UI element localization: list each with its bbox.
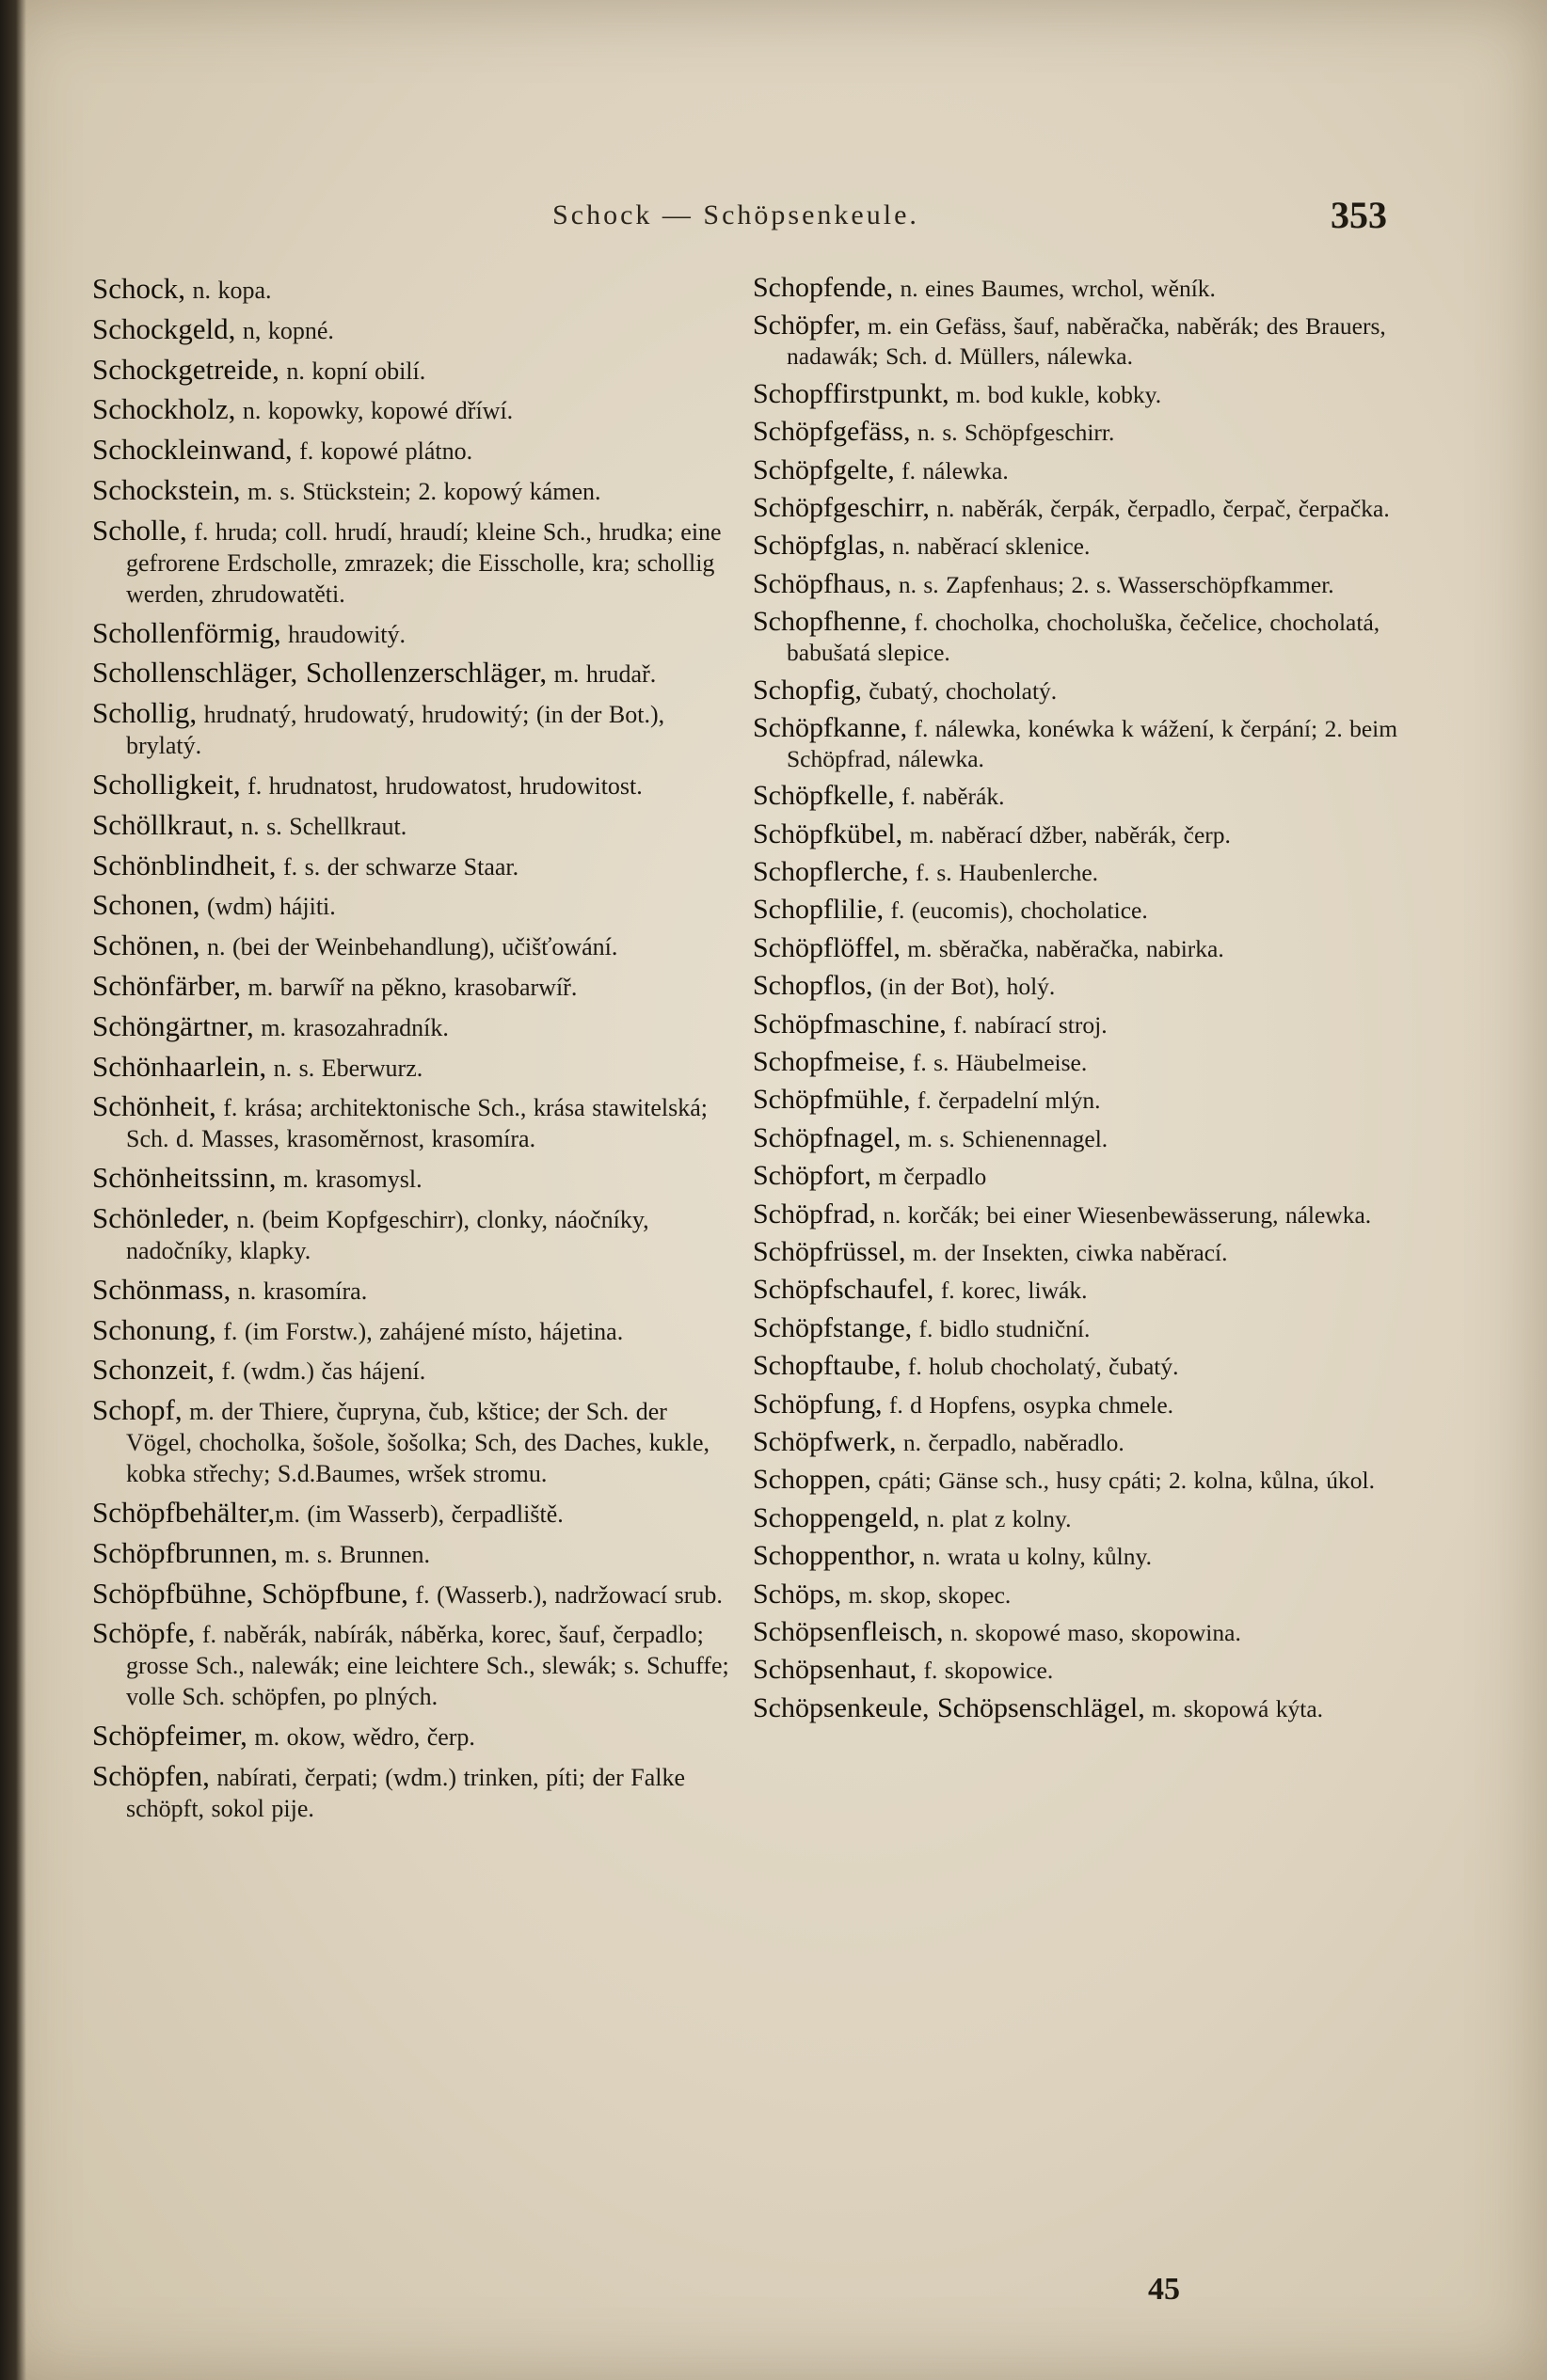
entry-headword: Schöpsenfleisch,: [753, 1615, 944, 1647]
dictionary-entry: [753, 1541, 1402, 1572]
entry-definition: f. s. Häubelmeise.: [905, 1049, 1088, 1077]
entry-definition: m. ein Gefäss, šauf, naběračka, naběrák; des Brauers, nadawák; Sch. d. Müllers, nálewka.: [787, 312, 1386, 371]
dictionary-entry: [92, 393, 732, 426]
entry-definition: m. bod kukle, kobky.: [949, 380, 1162, 408]
entry-definition: n. s. Zapfenhaus; 2. s. Wasserschöpfkammer.: [891, 570, 1334, 598]
entry-definition: n. kopowky, kopowé dříwí.: [235, 397, 514, 425]
entry-definition: f. (eucomis), chocholatice.: [884, 896, 1148, 925]
entry-headword: Schopfig,: [753, 674, 862, 706]
entry-definition: n. kopa.: [185, 277, 272, 304]
entry-definition: n. s. Eberwurz.: [266, 1054, 423, 1082]
dictionary-entry: [753, 1085, 1402, 1116]
dictionary-entry: [753, 569, 1402, 600]
entry-headword: Schöpfgeschirr,: [753, 491, 930, 523]
entry-definition: f. chocholka, chocholuška, čečelice, chocholatá, babušatá slepice.: [787, 609, 1380, 667]
entry-definition: f. d Hopfens, osypka chmele.: [882, 1390, 1174, 1419]
entry-definition: cpáti; Gänse sch., husy cpáti; 2. kolna, kůlna, úkol.: [870, 1467, 1376, 1495]
entry-headword: Schöpfmühle,: [753, 1084, 911, 1116]
dictionary-entry: [92, 1162, 732, 1195]
entry-definition: f. čerpadelní mlýn.: [910, 1087, 1101, 1115]
dictionary-entry: [92, 1720, 732, 1753]
entry-headword: Schöpfkübel,: [753, 817, 903, 849]
entry-definition: hraudowitý.: [280, 620, 407, 648]
entry-definition: f. hruda; coll. hrudí, hraudí; kleine Sch., hrudka; eine gefrorene Erdscholle, zmrazek; die Eisscholle, kra; schollig werden, zhrudowatěti.: [126, 517, 722, 608]
entry-headword: Schöpfgelte,: [753, 453, 895, 485]
entry-definition: f. kopowé plátno.: [292, 437, 473, 466]
entry-definition: m. der Insekten, ciwka naběrací.: [905, 1238, 1228, 1266]
entry-headword: Schöpfkanne,: [753, 711, 908, 743]
entry-definition: f. korec, liwák.: [933, 1277, 1088, 1305]
dictionary-entry: [753, 1351, 1402, 1382]
entry-headword: Schoppengeld,: [753, 1501, 920, 1533]
entry-headword: Schockstein,: [92, 472, 241, 506]
entry-headword: Schopfende,: [753, 272, 894, 303]
entry-headword: Schockgeld,: [92, 311, 236, 345]
dictionary-entry: [753, 819, 1402, 850]
entry-headword: Schoppenthor,: [753, 1540, 916, 1572]
entry-headword: Schöllkraut,: [92, 807, 234, 841]
entry-definition: nabírati, čerpati; (wdm.) trinken, píti; der Falke schöpft, sokol pije.: [126, 1763, 686, 1822]
entry-headword: Schöpfeimer,: [92, 1719, 247, 1753]
entry-headword: Schöpfwerk,: [753, 1425, 897, 1457]
entry-headword: Schopfmeise,: [753, 1046, 906, 1078]
entry-definition: m. s. Brunnen.: [278, 1540, 431, 1568]
entry-headword: Schöpfglas,: [753, 530, 885, 562]
dictionary-entry: [753, 1047, 1402, 1078]
entry-definition: f. naběrák.: [894, 783, 1005, 811]
entry-headword: Schönfärber,: [92, 968, 241, 1002]
dictionary-entry: [92, 1537, 732, 1570]
dictionary-entry: [753, 1427, 1402, 1458]
dictionary-entry: [92, 697, 732, 761]
dictionary-entry: [753, 1655, 1402, 1686]
running-head: Schock — Schöpsenkeule.: [552, 199, 919, 230]
dictionary-entry: [753, 1275, 1402, 1306]
entry-definition: f. bidlo studniční.: [912, 1314, 1091, 1342]
book-binding-edge: [0, 0, 26, 2380]
dictionary-entry: [92, 1202, 732, 1266]
dictionary-entry: [753, 1503, 1402, 1534]
dictionary-entry: [92, 617, 732, 650]
entry-headword: Schöpfrad,: [753, 1198, 876, 1230]
entry-definition: f. nálewka.: [894, 456, 1009, 484]
dictionary-entry: [753, 1579, 1402, 1610]
entry-headword: Schöpfkelle,: [753, 780, 895, 812]
entry-headword: Schöpfstange,: [753, 1311, 913, 1343]
right-column: [753, 273, 1402, 2305]
entry-definition: n. korčák; bei einer Wiesenbewässerung, nálewka.: [875, 1200, 1372, 1229]
dictionary-entry: [753, 607, 1402, 668]
entry-definition: n. wrata u kolny, kůlny.: [915, 1543, 1152, 1571]
entry-definition: f. holub chocholatý, čubatý.: [901, 1353, 1179, 1381]
entry-definition: m. skop, skopec.: [841, 1580, 1012, 1609]
entry-definition: n. (bei der Weinbehandlung), učišťowání.: [199, 933, 618, 961]
dictionary-entry: [753, 1161, 1402, 1192]
entry-definition: m. naběrací džber, naběrák, čerp.: [902, 820, 1231, 849]
entry-definition: f. (Wasserb.), nadržowací srub.: [407, 1580, 723, 1609]
dictionary-entry: [92, 515, 732, 610]
entry-headword: Schönheit,: [92, 1089, 216, 1123]
entry-headword: Schockgetreide,: [92, 352, 279, 386]
dictionary-entry: [753, 971, 1402, 1002]
entry-headword: Schöpfhaus,: [753, 567, 892, 599]
dictionary-entry: [753, 1313, 1402, 1344]
entry-headword: Schöngärtner,: [92, 1008, 254, 1042]
entry-definition: hrudnatý, hrudowatý, hrudowitý; (in der Bot.), brylatý.: [126, 701, 665, 760]
entry-definition: n, kopné.: [235, 316, 334, 344]
entry-headword: Schöpfbehälter,: [92, 1495, 276, 1529]
dictionary-entry: [753, 1617, 1402, 1648]
dictionary-entry: [753, 675, 1402, 706]
dictionary-entry: [753, 933, 1402, 964]
entry-definition: f. skopowice.: [917, 1657, 1054, 1685]
dictionary-entry: [753, 895, 1402, 926]
entry-headword: Schöpfgefäss,: [753, 416, 911, 448]
entry-headword: Schopftaube,: [753, 1350, 901, 1382]
dictionary-entry: [753, 379, 1402, 410]
entry-definition: f. krása; architektonische Sch., krása stawitelská; Sch. d. Masses, krasoměrnost, krasomíra.: [126, 1094, 708, 1153]
entry-headword: Schönhaarlein,: [92, 1049, 267, 1083]
dictionary-entry: [753, 857, 1402, 888]
entry-definition: n. naběrák, čerpák, čerpadlo, čerpač, čerpačka.: [929, 494, 1390, 522]
entry-headword: Schonung,: [92, 1312, 216, 1346]
entry-definition: m. skopowá kýta.: [1144, 1694, 1324, 1722]
entry-definition: n. kopní obilí.: [279, 357, 426, 385]
entry-headword: Schöps,: [753, 1578, 842, 1610]
entry-definition: n. naběrací sklenice.: [885, 532, 1091, 561]
entry-definition: n. skopowé maso, skopowina.: [943, 1618, 1241, 1646]
entry-headword: Schöpfer,: [753, 309, 861, 341]
dictionary-entry: [753, 310, 1402, 372]
entry-definition: n. s. Schöpfgeschirr.: [910, 419, 1115, 447]
entry-headword: Schopf,: [92, 1393, 183, 1427]
entry-headword: Schöpsenhaut,: [753, 1654, 917, 1686]
dictionary-entry: [753, 417, 1402, 448]
dictionary-entry: [92, 657, 732, 690]
dictionary-entry: [753, 1389, 1402, 1420]
dictionary-entry: [753, 1009, 1402, 1040]
dictionary-entry: [92, 313, 732, 346]
dictionary-entry: [92, 1578, 732, 1610]
entry-definition: n. (beim Kopfgeschirr), clonky, náočníky, nadočníky, klapky.: [126, 1205, 649, 1264]
printer-signature-mark: 45: [1148, 2272, 1180, 2307]
entry-headword: Schollenförmig,: [92, 615, 281, 649]
entry-headword: Schöpfmaschine,: [753, 1008, 947, 1039]
entry-headword: Schöpfen,: [92, 1758, 210, 1792]
entry-headword: Schöpfrüssel,: [753, 1235, 906, 1267]
entry-headword: Schönmass,: [92, 1272, 231, 1306]
dictionary-entry: [92, 1090, 732, 1154]
dictionary-entry: [753, 1693, 1402, 1724]
entry-headword: Schopffirstpunkt,: [753, 377, 949, 409]
dictionary-entry: [92, 809, 732, 842]
dictionary-entry: [753, 1199, 1402, 1230]
dictionary-entry: [753, 531, 1402, 562]
entry-definition: m. (im Wasserb), čerpadliště.: [275, 1499, 564, 1528]
dictionary-entry: [92, 273, 732, 306]
dictionary-entry: [92, 1497, 732, 1530]
entry-headword: Schollenschläger, Schollenzerschläger,: [92, 656, 548, 690]
entry-definition: (in der Bot), holý.: [872, 973, 1056, 1001]
dictionary-entry: [753, 713, 1402, 774]
entry-headword: Schöpfe,: [92, 1616, 196, 1650]
entry-headword: Schöpfung,: [753, 1388, 883, 1420]
dictionary-entry: [92, 1354, 732, 1387]
dictionary-entry: [92, 1274, 732, 1307]
entry-headword: Scholligkeit,: [92, 767, 241, 801]
dictionary-entry: [753, 781, 1402, 812]
entry-definition: m. der Thiere, čupryna, čub, kštice; der Sch. der Vögel, chocholka, šošole, šošolka; Sch, des Daches, kukle, kobka střechy; S.d.Baumes, wršek stromu.: [126, 1398, 710, 1488]
dictionary-entry: [92, 849, 732, 882]
dictionary-entry: [92, 354, 732, 387]
entry-definition: m. s. Schienennagel.: [901, 1124, 1108, 1152]
entry-headword: Schöpfort,: [753, 1160, 871, 1192]
dictionary-entry: [92, 929, 732, 962]
entry-headword: Schöpfnagel,: [753, 1121, 901, 1153]
entry-definition: m. krasomysl.: [276, 1166, 423, 1194]
entry-headword: Schöpfbühne, Schöpfbune,: [92, 1576, 408, 1610]
entry-definition: (wdm) hájiti.: [199, 893, 336, 921]
entry-definition: f. (wdm.) čas hájení.: [215, 1357, 426, 1386]
entry-definition: m. barwíř na pěkno, krasobarwíř.: [241, 973, 578, 1001]
entry-definition: f. s. Haubenlerche.: [908, 859, 1099, 887]
dictionary-entry: [753, 273, 1402, 304]
entry-definition: f. nabírací stroj.: [946, 1010, 1108, 1039]
dictionary-entry: [92, 970, 732, 1003]
entry-definition: m. sběračka, naběračka, nabirka.: [900, 934, 1224, 962]
entry-definition: m čerpadlo: [870, 1163, 987, 1191]
entry-headword: Schonzeit,: [92, 1353, 215, 1387]
left-column: [92, 273, 732, 2305]
entry-headword: Schöpfbrunnen,: [92, 1535, 279, 1569]
entry-headword: Schopflerche,: [753, 856, 909, 888]
entry-headword: Scholle,: [92, 513, 187, 547]
dictionary-entry: [92, 769, 732, 801]
entry-headword: Schonen,: [92, 888, 200, 922]
entry-definition: n. eines Baumes, wrchol, wěník.: [893, 275, 1216, 302]
dictionary-entry: [92, 1617, 732, 1712]
dictionary-entry: [92, 474, 732, 507]
entry-definition: f. s. der schwarze Staar.: [276, 852, 519, 881]
entry-headword: Schopflos,: [753, 970, 873, 1002]
entry-definition: m. okow, wědro, čerp.: [247, 1723, 475, 1752]
entry-headword: Schockholz,: [92, 392, 236, 426]
dictionary-entry: [753, 493, 1402, 524]
dictionary-entry: [92, 889, 732, 922]
entry-headword: Schock,: [92, 272, 186, 305]
entry-definition: f. hrudnatost, hrudowatost, hrudowitost.: [240, 771, 643, 800]
entry-definition: f. naběrák, nabírák, náběrka, korec, šauf, čerpadlo; grosse Sch., nalewák; eine leichtere Sch., slewák; s. Schuffe; volle Sch. schöpfen, po plných.: [126, 1621, 729, 1711]
page-number: 353: [1331, 194, 1387, 236]
entry-headword: Schöpfschaufel,: [753, 1274, 934, 1306]
dictionary-entry: [92, 1760, 732, 1824]
entry-headword: Schöpsenkeule, Schöpsenschlägel,: [753, 1691, 1145, 1723]
entry-definition: n. krasomíra.: [231, 1277, 368, 1305]
entry-definition: n. čerpadlo, naběradlo.: [896, 1428, 1124, 1456]
entry-headword: Schönblindheit,: [92, 848, 277, 881]
entry-definition: f. (im Forstw.), zahájené místo, hájetina.: [215, 1317, 624, 1345]
dictionary-entry: [753, 1465, 1402, 1496]
entry-headword: Schöpflöffel,: [753, 931, 901, 963]
entry-headword: Schoppen,: [753, 1464, 871, 1496]
entry-headword: Schollig,: [92, 696, 198, 730]
entry-definition: n. plat z kolny.: [919, 1504, 1072, 1532]
entry-headword: Schopfhenne,: [753, 606, 908, 638]
dictionary-entry: [92, 1394, 732, 1489]
dictionary-entry: [753, 1123, 1402, 1154]
entry-definition: m. s. Stückstein; 2. kopowý kámen.: [240, 477, 601, 505]
dictionary-entry: [92, 434, 732, 467]
entry-headword: Schönheitssinn,: [92, 1161, 277, 1195]
entry-definition: m. krasozahradník.: [253, 1013, 449, 1041]
entry-headword: Schopflilie,: [753, 894, 885, 926]
entry-headword: Schönleder,: [92, 1200, 230, 1234]
dictionary-entry: [753, 455, 1402, 486]
entry-definition: n. s. Schellkraut.: [233, 812, 407, 840]
entry-definition: m. hrudař.: [547, 660, 657, 689]
dictionary-entry: [92, 1314, 732, 1347]
entry-headword: Schockleinwand,: [92, 433, 293, 467]
dictionary-entry: [92, 1010, 732, 1043]
dictionary-entry: [92, 1051, 732, 1084]
entry-definition: f. nálewka, konéwka k wážení, k čerpání; 2. beim Schöpfrad, nálewka.: [787, 714, 1398, 772]
entry-headword: Schönen,: [92, 928, 200, 962]
entry-definition: čubatý, chocholatý.: [861, 676, 1058, 705]
dictionary-entry: [753, 1237, 1402, 1268]
